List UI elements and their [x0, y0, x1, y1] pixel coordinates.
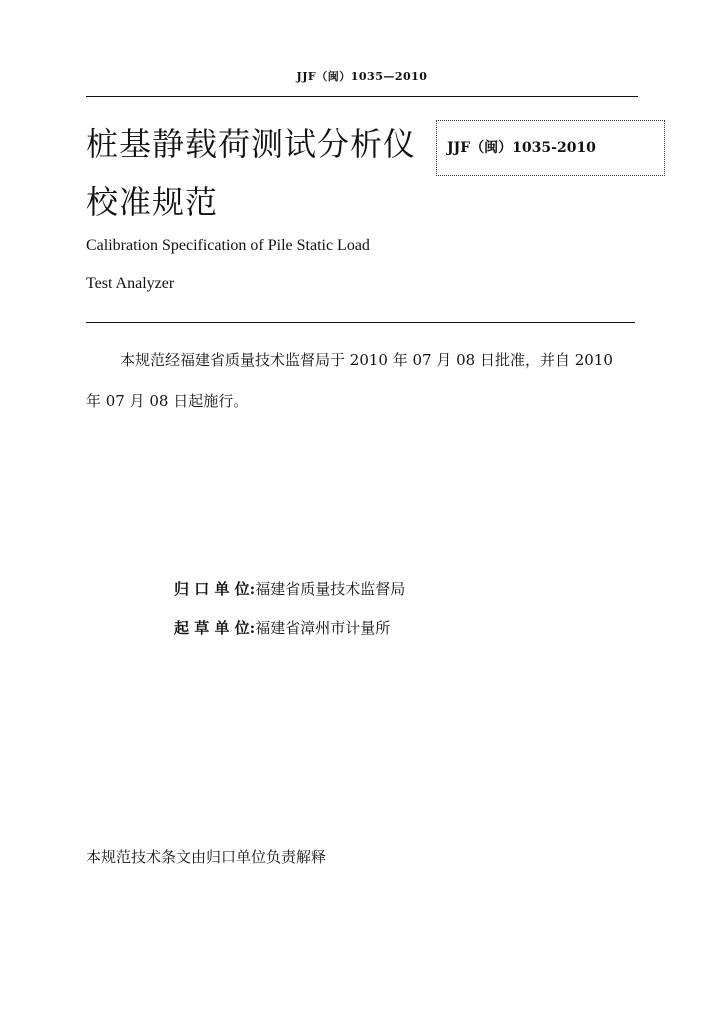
approval-text-line-1: 本规范经福建省质量技术监督局于 2010 年 07 月 08 日批准，并自 2010	[120, 351, 613, 369]
responsible-unit-label: 归 口 单 位:	[174, 580, 256, 598]
responsible-unit-value: 福建省质量技术监督局	[255, 580, 406, 598]
header-rule	[86, 96, 638, 97]
drafting-unit-label: 起 草 单 位:	[174, 619, 256, 637]
chinese-title-line-2: 校准规范	[86, 183, 219, 221]
title-divider-rule	[86, 322, 635, 323]
interpretation-note: 本规范技术条文由归口单位负责解释	[86, 848, 327, 866]
standard-code-box	[436, 120, 665, 176]
standard-code: JJF（闽）1035-2010	[447, 140, 596, 156]
english-title-line-2: Test Analyzer	[86, 275, 175, 292]
english-title-line-1: Calibration Specification of Pile Static Load	[86, 237, 370, 254]
drafting-unit-row	[174, 617, 390, 638]
approval-text-line-2: 年 07 月 08 日起施行。	[86, 392, 249, 410]
drafting-unit-value: 福建省漳州市计量所	[255, 619, 391, 637]
responsible-unit-row	[174, 578, 405, 599]
running-header: JJF（闽）1035—2010	[296, 70, 428, 83]
chinese-title-line-1: 桩基静载荷测试分析仪	[86, 125, 417, 163]
